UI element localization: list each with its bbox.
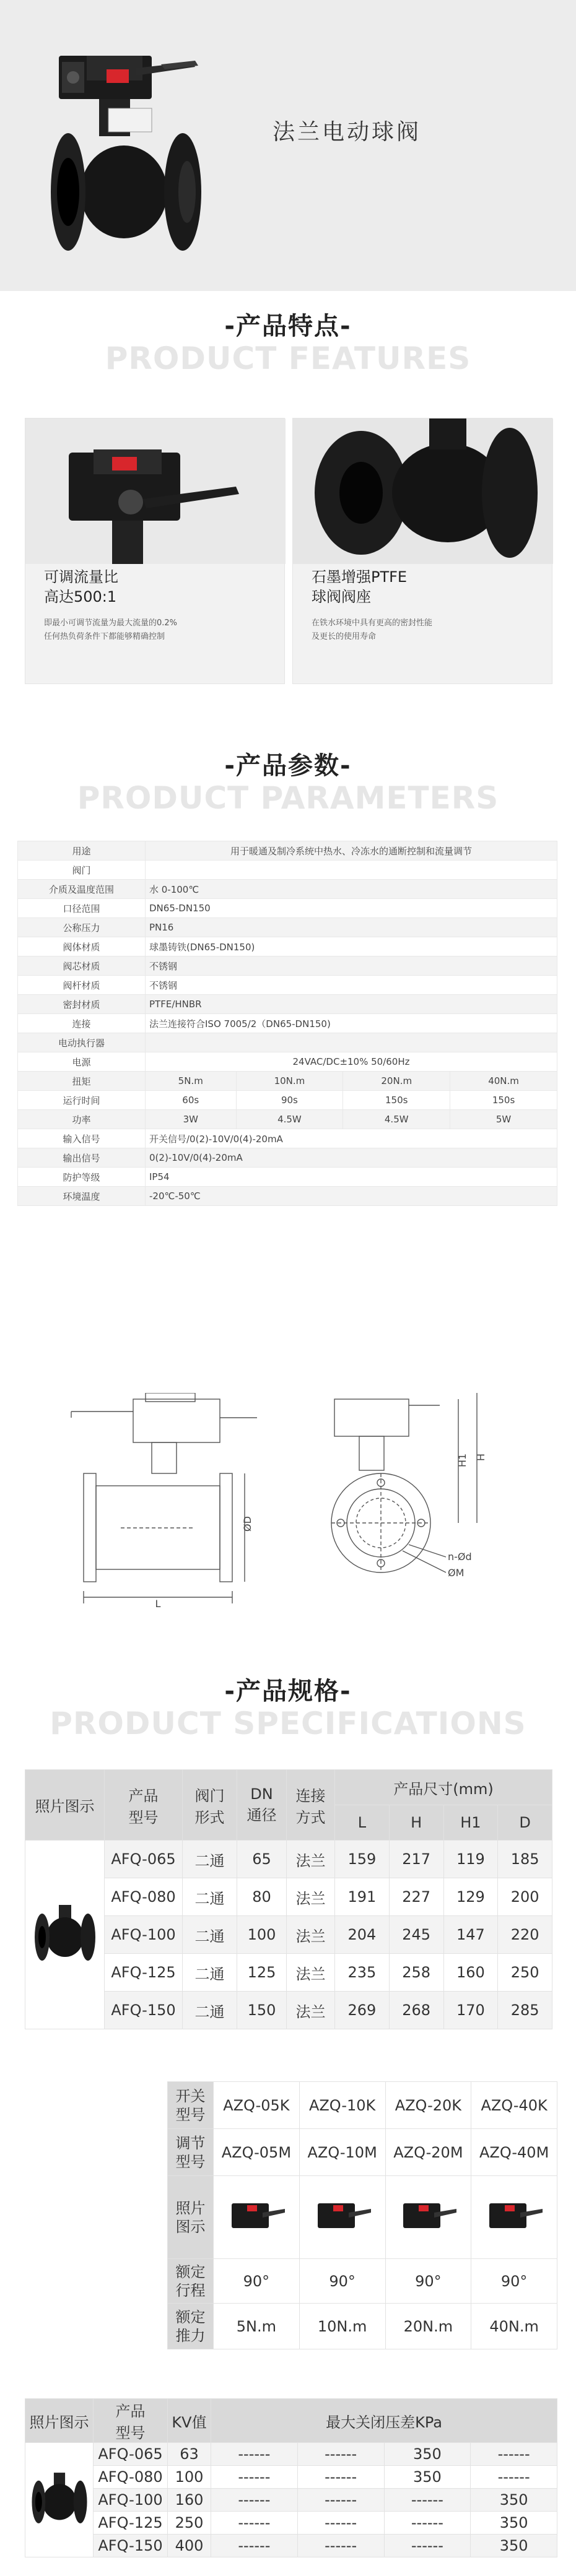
cell-pressure: 350	[471, 2512, 557, 2535]
cell-model: AFQ-065	[94, 2443, 168, 2466]
dimension-label-L: L	[155, 1598, 161, 1610]
row-label-travel: 额定 行程	[168, 2259, 214, 2304]
cell-model: AFQ-080	[105, 1878, 183, 1916]
col-header-image: 照片图示	[25, 1770, 105, 1841]
cell-H1: 129	[443, 1878, 498, 1916]
cell-model: AFQ-065	[105, 1841, 183, 1878]
param-value: 用于暖通及制冷系统中热水、冷冻水的通断控制和流量调节	[146, 841, 557, 861]
actuator-thumbnail	[312, 2194, 373, 2237]
row-label-thrust: 额定 推力	[168, 2304, 214, 2349]
cell-H1: 170	[443, 1992, 498, 2029]
cell-form: 二通	[183, 1841, 237, 1878]
cell-L: 269	[335, 1992, 390, 2029]
table-header-row	[25, 1770, 552, 1805]
dimension-label-H: H	[475, 1453, 487, 1461]
cell-conn: 法兰	[287, 1878, 335, 1916]
cell-H: 245	[389, 1916, 443, 1954]
param-value: DN65-DN150	[146, 899, 557, 918]
table-row	[18, 1072, 557, 1091]
actuator-thumbnail	[483, 2194, 545, 2237]
cell-switch-model: AZQ-05K	[214, 2082, 300, 2129]
cell-model: AFQ-125	[94, 2512, 168, 2535]
table-row	[25, 1878, 552, 1916]
param-label: 介质及温度范围	[18, 880, 146, 899]
cell-pressure: 350	[384, 2443, 471, 2466]
col-header-image: 照片图示	[25, 2399, 94, 2443]
cell-kv: 250	[168, 2512, 211, 2535]
param-label: 用途	[18, 841, 146, 861]
param-value: PN16	[146, 918, 557, 937]
cell-thrust: 20N.m	[385, 2304, 471, 2349]
param-value: 法兰连接符合ISO 7005/2（DN65-DN150)	[146, 1014, 557, 1033]
param-value: 150s	[343, 1091, 450, 1110]
cell-H1: 160	[443, 1954, 498, 1992]
param-label: 防护等级	[18, 1168, 146, 1187]
cell-H: 217	[389, 1841, 443, 1878]
param-value: 3W	[146, 1110, 237, 1129]
cell-dn: 100	[237, 1916, 287, 1954]
cell-thrust: 5N.m	[214, 2304, 300, 2349]
cell-model: AFQ-100	[94, 2489, 168, 2512]
specifications-table-dimensions	[25, 1769, 552, 2029]
param-value: PTFE/HNBR	[146, 995, 557, 1014]
cell-D: 185	[498, 1841, 552, 1878]
row-label-switch: 开关 型号	[168, 2082, 214, 2129]
param-value: 0(2)-10V/0(4)-20mA	[146, 1148, 557, 1168]
col-header-D: D	[498, 1805, 552, 1841]
cell-L: 204	[335, 1916, 390, 1954]
param-value: 24VAC/DC±10% 50/60Hz	[146, 1052, 557, 1072]
param-label: 公称压力	[18, 918, 146, 937]
table-row	[18, 956, 557, 976]
cell-H: 258	[389, 1954, 443, 1992]
feature-card-ptfe-seat	[292, 418, 552, 684]
valve-body-closeup-image	[293, 418, 553, 564]
actuator-photo-cell	[471, 2176, 557, 2259]
cell-dn: 125	[237, 1954, 287, 1992]
hero-banner	[0, 0, 576, 291]
actuator-thumbnail	[225, 2194, 287, 2237]
param-value: 150s	[450, 1091, 557, 1110]
param-label: 阀芯材质	[18, 956, 146, 976]
cell-dn: 80	[237, 1878, 287, 1916]
cell-reg-model: AZQ-40M	[471, 2129, 557, 2176]
param-label: 阀体材质	[18, 937, 146, 956]
cell-D: 250	[498, 1954, 552, 1992]
table-row	[18, 937, 557, 956]
table-group-row	[18, 861, 557, 880]
group-label-actuator: 电动执行器	[18, 1033, 146, 1052]
cell-pressure: ------	[297, 2466, 384, 2489]
param-value: 4.5W	[343, 1110, 450, 1129]
cell-travel: 90°	[299, 2259, 385, 2304]
cell-pressure: ------	[211, 2489, 298, 2512]
cell-dn: 150	[237, 1992, 287, 2029]
cell-switch-model: AZQ-20K	[385, 2082, 471, 2129]
cell-H: 268	[389, 1992, 443, 2029]
cell-model: AFQ-125	[105, 1954, 183, 1992]
specifications-table-actuators	[167, 2081, 557, 2349]
table-row	[25, 2443, 557, 2466]
param-value: 4.5W	[236, 1110, 343, 1129]
col-header-H: H	[389, 1805, 443, 1841]
cell-travel: 90°	[214, 2259, 300, 2304]
param-value: -20℃-50℃	[146, 1187, 557, 1206]
ball-valve-product-image	[50, 43, 235, 266]
features-heading	[0, 306, 576, 376]
cell-pressure: ------	[297, 2489, 384, 2512]
actuator-closeup-image	[25, 418, 286, 564]
features-heading-en: PRODUCT FEATURES	[105, 340, 471, 376]
dimension-label-nd: n-Ød	[448, 1551, 472, 1563]
side-view-drawing	[59, 1393, 269, 1610]
param-value: 20N.m	[343, 1072, 450, 1091]
cell-pressure: ------	[471, 2443, 557, 2466]
col-header-kv: KV值	[168, 2399, 211, 2443]
param-label: 输入信号	[18, 1129, 146, 1148]
parameters-table	[17, 841, 557, 1206]
table-row	[168, 2176, 557, 2259]
table-row	[18, 918, 557, 937]
col-header-valve-form: 阀门 形式	[183, 1770, 237, 1841]
table-row	[18, 1091, 557, 1110]
param-value: 球墨铸铁(DN65-DN150)	[146, 937, 557, 956]
table-row	[25, 2512, 557, 2535]
cell-pressure: ------	[297, 2535, 384, 2557]
param-value: 开关信号/0(2)-10V/0(4)-20mA	[146, 1129, 557, 1148]
cell-L: 159	[335, 1841, 390, 1878]
cell-L: 191	[335, 1878, 390, 1916]
col-header-pressure: 最大关闭压差KPa	[211, 2399, 557, 2443]
table-group-row	[18, 1033, 557, 1052]
cell-switch-model: AZQ-40K	[471, 2082, 557, 2129]
dimension-label-M: ØM	[448, 1567, 465, 1579]
table-row	[25, 2489, 557, 2512]
features-heading-cn: -产品特点-	[224, 312, 352, 340]
col-header-model: 产品 型号	[94, 2399, 168, 2443]
table-row	[25, 1916, 552, 1954]
cell-conn: 法兰	[287, 1992, 335, 2029]
cell-conn: 法兰	[287, 1954, 335, 1992]
param-label: 口径范围	[18, 899, 146, 918]
param-label: 扭矩	[18, 1072, 146, 1091]
cell-kv: 400	[168, 2535, 211, 2557]
cell-form: 二通	[183, 1878, 237, 1916]
cell-kv: 160	[168, 2489, 211, 2512]
param-value: 不锈钢	[146, 976, 557, 995]
col-header-model: 产品 型号	[105, 1770, 183, 1841]
cell-reg-model: AZQ-05M	[214, 2129, 300, 2176]
table-row	[18, 1148, 557, 1168]
table-row	[25, 2466, 557, 2489]
param-label: 运行时间	[18, 1091, 146, 1110]
cell-model: AFQ-150	[94, 2535, 168, 2557]
hero-title: 法兰电动球阀	[273, 119, 422, 145]
cell-H1: 147	[443, 1916, 498, 1954]
table-row	[25, 1954, 552, 1992]
specifications-heading-cn: -产品规格-	[224, 1677, 352, 1706]
table-row	[18, 976, 557, 995]
cell-reg-model: AZQ-10M	[299, 2129, 385, 2176]
param-value: 90s	[236, 1091, 343, 1110]
table-row	[18, 1168, 557, 1187]
param-value: 水 0-100℃	[146, 880, 557, 899]
col-header-L: L	[335, 1805, 390, 1841]
col-header-H1: H1	[443, 1805, 498, 1841]
cell-pressure: ------	[211, 2512, 298, 2535]
cell-pressure: ------	[297, 2512, 384, 2535]
col-header-dn: DN 通径	[237, 1770, 287, 1841]
feature-card-flow-ratio	[25, 418, 285, 684]
param-label: 连接	[18, 1014, 146, 1033]
cell-model: AFQ-150	[105, 1992, 183, 2029]
cell-pressure: ------	[384, 2512, 471, 2535]
product-photo-cell	[25, 2443, 94, 2557]
cell-dn: 65	[237, 1841, 287, 1878]
table-row	[18, 1129, 557, 1148]
cell-D: 200	[498, 1878, 552, 1916]
cell-kv: 100	[168, 2466, 211, 2489]
cell-D: 220	[498, 1916, 552, 1954]
table-row	[18, 995, 557, 1014]
cell-thrust: 10N.m	[299, 2304, 385, 2349]
row-label-regulating: 调节 型号	[168, 2129, 214, 2176]
specifications-heading-en: PRODUCT SPECIFICATIONS	[50, 1706, 526, 1741]
cell-pressure: ------	[384, 2489, 471, 2512]
cell-L: 235	[335, 1954, 390, 1992]
cell-pressure: ------	[211, 2443, 298, 2466]
cell-pressure: ------	[384, 2535, 471, 2557]
parameters-heading-en: PRODUCT PARAMETERS	[77, 780, 499, 816]
cell-pressure: 350	[384, 2466, 471, 2489]
actuator-thumbnail	[397, 2194, 459, 2237]
cell-travel: 90°	[385, 2259, 471, 2304]
param-value: 10N.m	[236, 1072, 343, 1091]
product-photo-cell	[25, 1841, 105, 2029]
feature-title: 可调流量比 高达500:1	[44, 568, 118, 605]
dimension-label-D: ØD	[242, 1516, 253, 1532]
ball-valve-thumbnail	[31, 1899, 99, 1967]
cell-kv: 63	[168, 2443, 211, 2466]
table-row	[25, 2535, 557, 2557]
col-header-size: 产品尺寸(mm)	[335, 1770, 552, 1805]
cell-switch-model: AZQ-10K	[299, 2082, 385, 2129]
table-row	[168, 2259, 557, 2304]
table-row	[18, 899, 557, 918]
param-label: 阀杆材质	[18, 976, 146, 995]
cell-form: 二通	[183, 1954, 237, 1992]
table-row	[18, 1014, 557, 1033]
param-label: 功率	[18, 1110, 146, 1129]
cell-D: 285	[498, 1992, 552, 2029]
feature-description: 在铁水环境中具有更高的密封性能 及更长的使用寿命	[312, 618, 433, 641]
param-value: 40N.m	[450, 1072, 557, 1091]
table-header-row	[25, 2399, 557, 2443]
group-label-valve: 阀门	[18, 861, 146, 880]
param-label: 输出信号	[18, 1148, 146, 1168]
cell-model: AFQ-080	[94, 2466, 168, 2489]
specifications-table-pressure	[25, 2398, 557, 2557]
row-label-photo: 照片 图示	[168, 2176, 214, 2259]
table-row	[168, 2129, 557, 2176]
table-row	[18, 1187, 557, 1206]
cell-model: AFQ-100	[105, 1916, 183, 1954]
parameters-heading	[0, 746, 576, 816]
actuator-photo-cell	[385, 2176, 471, 2259]
param-value: 不锈钢	[146, 956, 557, 976]
param-value: 5W	[450, 1110, 557, 1129]
cell-pressure: ------	[211, 2466, 298, 2489]
param-value: IP54	[146, 1168, 557, 1187]
param-label: 电源	[18, 1052, 146, 1072]
cell-pressure: 350	[471, 2489, 557, 2512]
dimension-label-H1: H1	[456, 1453, 468, 1467]
cell-pressure: 350	[471, 2535, 557, 2557]
table-row	[168, 2082, 557, 2129]
feature-description: 即最小可调节流量为最大流量的0.2% 任何热负荷条件下都能够精确控制	[44, 618, 178, 641]
cell-H: 227	[389, 1878, 443, 1916]
specifications-heading	[0, 1672, 576, 1741]
cell-pressure: ------	[211, 2535, 298, 2557]
cell-reg-model: AZQ-20M	[385, 2129, 471, 2176]
col-header-connection: 连接 方式	[287, 1770, 335, 1841]
cell-form: 二通	[183, 1916, 237, 1954]
cell-thrust: 40N.m	[471, 2304, 557, 2349]
cell-conn: 法兰	[287, 1841, 335, 1878]
table-row	[168, 2304, 557, 2349]
table-row	[18, 1110, 557, 1129]
cell-travel: 90°	[471, 2259, 557, 2304]
table-row	[18, 1052, 557, 1072]
param-label: 密封材质	[18, 995, 146, 1014]
actuator-photo-cell	[299, 2176, 385, 2259]
cell-conn: 法兰	[287, 1916, 335, 1954]
cell-pressure: ------	[471, 2466, 557, 2489]
cell-form: 二通	[183, 1992, 237, 2029]
table-row	[18, 841, 557, 861]
parameters-heading-cn: -产品参数-	[224, 752, 352, 780]
param-label: 环境温度	[18, 1187, 146, 1206]
param-value: 5N.m	[146, 1072, 237, 1091]
table-row	[25, 1992, 552, 2029]
cell-H1: 119	[443, 1841, 498, 1878]
param-value: 60s	[146, 1091, 237, 1110]
table-row	[18, 880, 557, 899]
table-row	[25, 1841, 552, 1878]
actuator-photo-cell	[214, 2176, 300, 2259]
cell-pressure: ------	[297, 2443, 384, 2466]
feature-title: 石墨增强PTFE 球阀阀座	[312, 568, 408, 605]
ball-valve-thumbnail	[28, 2467, 90, 2529]
front-view-drawing	[322, 1393, 526, 1610]
